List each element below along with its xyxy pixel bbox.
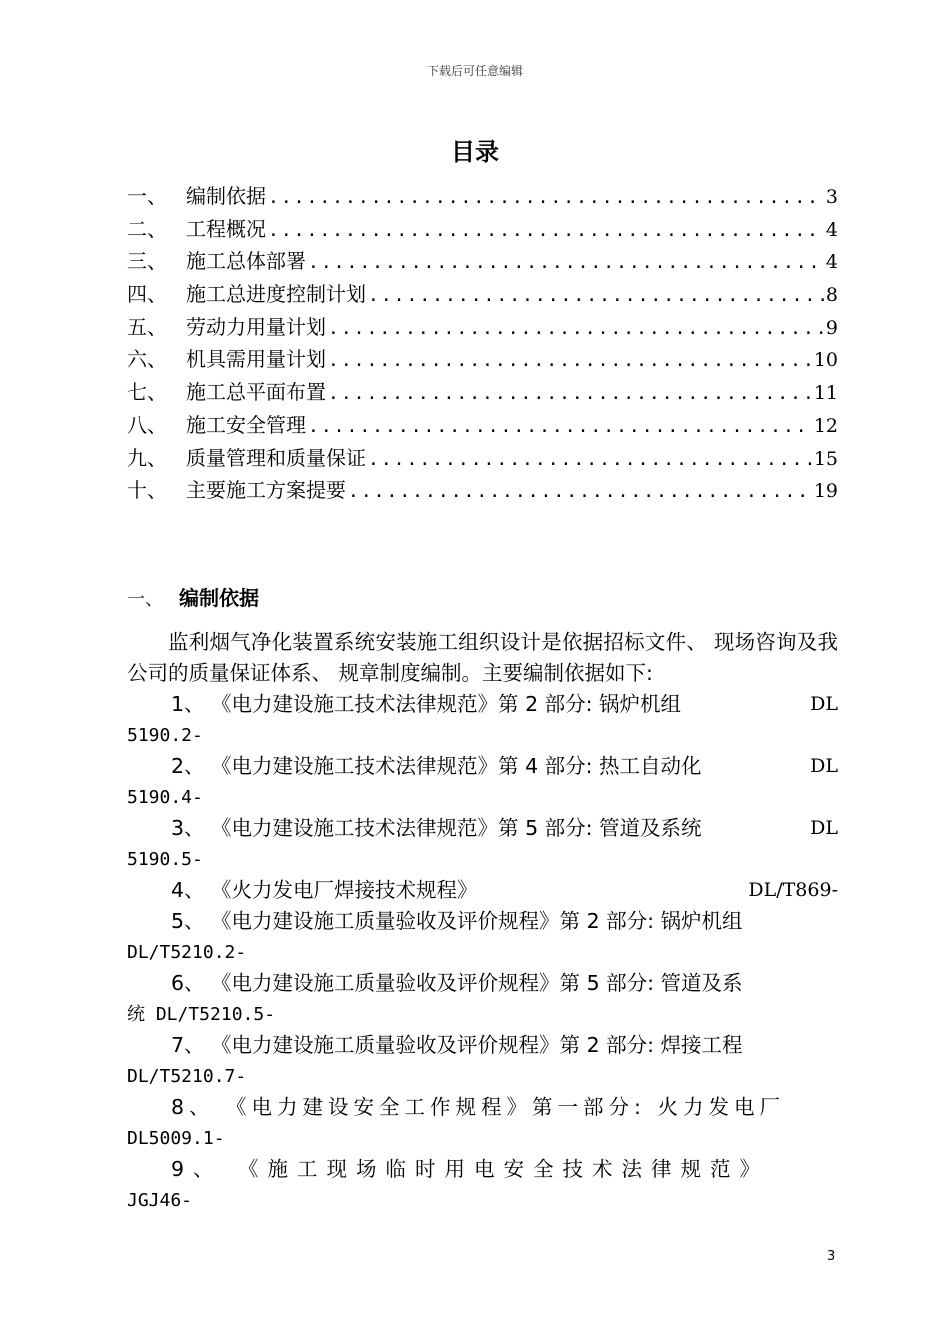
basis-item: [127, 875, 838, 906]
toc-entry[interactable]: [127, 245, 838, 278]
basis-item: [127, 751, 838, 813]
basis-item-continuation: JGJ46-: [127, 1190, 193, 1211]
basis-item-code: DL: [810, 817, 838, 839]
section-number: 一、: [127, 589, 163, 610]
basis-item: [127, 1092, 838, 1154]
section-heading: [127, 582, 259, 611]
toc-entry-number: 七、: [127, 380, 167, 405]
basis-item-text: 1、 《电力建设施工技术法律规范》第 2 部分: 锅炉机组: [171, 692, 682, 716]
toc-entry-number: 三、: [127, 249, 167, 274]
toc-entry[interactable]: [127, 409, 838, 442]
toc-entry-label: 施工总平面布置: [186, 380, 326, 405]
toc-leader-dots: [368, 285, 824, 306]
basis-item-continuation: DL/T5210.7-: [127, 1066, 247, 1087]
toc-entry[interactable]: [127, 180, 838, 213]
basis-item-continuation: 5190.2-: [127, 725, 203, 746]
basis-item-code: DL: [810, 693, 838, 715]
basis-item-text: 7、 《电力建设施工质量验收及评价规程》第 2 部分: 焊接工程: [171, 1033, 743, 1057]
toc-leader-dots: [308, 252, 824, 273]
toc-leader-dots: [268, 220, 824, 241]
page-number: 3: [827, 1249, 836, 1264]
toc-entry-page: 12: [813, 414, 838, 437]
toc-leader-dots: [308, 416, 812, 437]
toc-entry[interactable]: [127, 213, 838, 246]
toc-entry-number: 五、: [127, 314, 167, 339]
toc-entry-page: 3: [825, 186, 838, 208]
basis-item-text: 6、 《电力建设施工质量验收及评价规程》第 5 部分: 管道及系: [171, 971, 743, 995]
basis-item-continuation: DL5009.1-: [127, 1128, 225, 1149]
toc-leader-dots: [368, 449, 812, 470]
basis-item: [127, 813, 838, 875]
basis-item-continuation: 统 DL/T5210.5-: [127, 1004, 276, 1025]
toc-entry-number: 九、: [127, 445, 167, 470]
toc-entry[interactable]: [127, 343, 838, 376]
toc-entry-label: 编制依据: [186, 184, 266, 208]
basis-item-continuation: 5190.5-: [127, 849, 203, 870]
toc-entry-page: 8: [825, 284, 838, 307]
toc-entry-label: 主要施工方案提要: [186, 478, 346, 503]
toc-entry-page: 4: [825, 251, 838, 274]
basis-item-code: DL/T869-: [748, 879, 838, 901]
toc-entry-number: 二、: [127, 216, 167, 241]
toc-entry-page: 11: [813, 382, 838, 405]
basis-item-text: 3、 《电力建设施工技术法律规范》第 5 部分: 管道及系统: [171, 816, 702, 840]
toc-leader-dots: [348, 481, 812, 502]
toc-entry-page: 15: [813, 447, 838, 470]
toc-entry-number: 一、: [127, 184, 167, 208]
toc-entry[interactable]: [127, 474, 838, 507]
toc-entry[interactable]: [127, 278, 838, 311]
toc-entry-label: 劳动力用量计划: [186, 314, 326, 339]
toc-entry-page: 10: [813, 349, 838, 372]
toc-leader-dots: [328, 383, 812, 404]
header-note: 下载后可任意编辑: [426, 64, 523, 78]
toc-entry-page: 19: [813, 480, 838, 503]
toc-entry-label: 质量管理和质量保证: [186, 445, 366, 470]
toc-entry-number: 四、: [127, 282, 167, 307]
toc-entry-page: 4: [825, 218, 838, 241]
basis-item: [127, 906, 838, 968]
toc-entry[interactable]: [127, 442, 838, 475]
basis-item: [127, 968, 838, 1030]
toc-entry[interactable]: [127, 311, 838, 344]
toc-title: 目录: [451, 138, 499, 166]
basis-item-text: 2、 《电力建设施工技术法律规范》第 4 部分: 热工自动化: [171, 754, 702, 778]
intro-paragraph: 监利烟气净化装置系统安装施工组织设计是依据招标文件、 现场咨询及我公司的质量保证体系、 规章制度编制。主要编制依据如下:: [127, 630, 838, 685]
toc-entry-number: 十、: [127, 478, 167, 503]
basis-item: [127, 1030, 838, 1092]
toc-leader-dots: [328, 350, 812, 371]
toc-entry-number: 八、: [127, 412, 167, 437]
toc-entry-page: 9: [825, 316, 838, 339]
basis-item: [127, 1154, 838, 1216]
basis-item-text: 4、 《火力发电厂焊接技术规程》: [171, 878, 478, 902]
toc-entry[interactable]: [127, 376, 838, 409]
toc-entry-label: 机具需用量计划: [186, 347, 326, 372]
section-title: 编制依据: [179, 586, 259, 610]
toc-leader-dots: [328, 318, 824, 339]
section-body: [127, 627, 838, 1216]
toc-entry-label: 施工安全管理: [186, 412, 306, 437]
basis-item: [127, 689, 838, 751]
basis-item-text: 9、 《施工现场临时用电安全技术法律规范》: [171, 1157, 770, 1181]
toc-entry-label: 工程概况: [186, 216, 266, 241]
toc-entry-label: 施工总进度控制计划: [186, 282, 366, 307]
toc-entry-label: 施工总体部署: [186, 249, 306, 274]
table-of-contents: [127, 180, 838, 507]
basis-item-continuation: DL/T5210.2-: [127, 942, 247, 963]
toc-entry-number: 六、: [127, 347, 167, 372]
basis-item-code: DL: [810, 755, 838, 777]
toc-leader-dots: [268, 187, 824, 208]
basis-item-text: 8、 《电力建设安全工作规程》第一部分: 火力发电厂: [171, 1095, 785, 1119]
basis-item-text: 5、 《电力建设施工质量验收及评价规程》第 2 部分: 锅炉机组: [171, 909, 743, 933]
basis-item-continuation: 5190.4-: [127, 787, 203, 808]
